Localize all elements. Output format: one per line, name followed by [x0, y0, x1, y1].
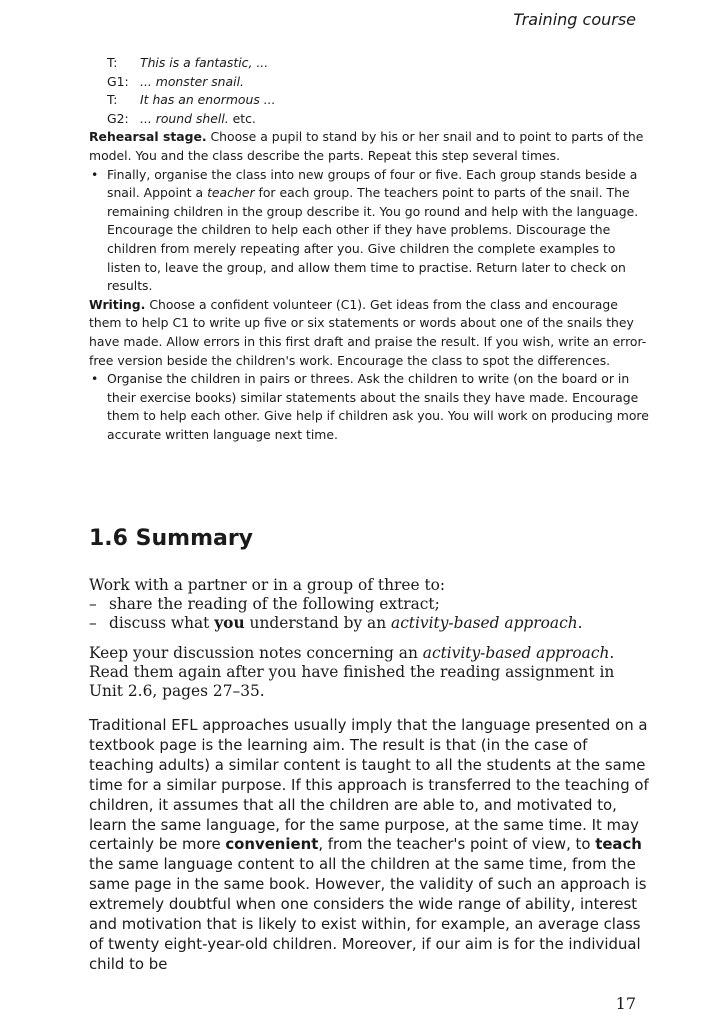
bullet-item [89, 166, 649, 296]
extract-text-part: Traditional EFL approaches usually imply that the language presented on a textbook page is the learning aim. The result is that (in the case of teaching adults) a similar content is taught to all the students at the same time for a similar purpose. If this approach is transferred to the teaching of children, it assumes that all the children are able to, and motivated to, learn the same language, for the same purpose, at the same time. It may certainly be more [89, 716, 649, 854]
dialogue-text: ... round shell. [140, 110, 229, 126]
dash-text-part: . [577, 614, 583, 632]
dash-emphasis: activity-based approach [391, 614, 578, 632]
bullet-emphasis: teacher [207, 185, 255, 201]
dialogue-speaker: T: [107, 92, 118, 108]
writing-text: Choose a confident volunteer (C1). Get ideas from the class and encourage them to help C1 to write up five or six statements or words about one of the snails they have made. Allow errors in this first draft and praise the result. If you wish, write an error-free version beside the children's work. Encourage the class to spot the differences. [89, 296, 647, 368]
extract-bold: teach [595, 835, 642, 854]
dialogue-text-wrap [140, 110, 256, 129]
dash-text: share the reading of the following extract; [109, 595, 440, 613]
bullet-text-part: for each group. The teachers point to parts of the snail. The remaining children in the group describe it. You go round and help with the language. Encourage the children to help each other if they have problems. Discourage the children from merely repeating after you. Give children the complete examples to listen to, leave the group, and allow them time to practise. Return later to check on results. [107, 185, 639, 294]
dialogue-text: It has an enormous ... [140, 92, 276, 108]
writing-paragraph [89, 296, 649, 370]
dialogue-speaker: T: [107, 55, 118, 70]
summary-block [89, 576, 649, 701]
summary-emphasis: activity-based approach [422, 644, 610, 662]
dash-text [109, 614, 583, 633]
dialogue-line [89, 91, 649, 110]
writing-label: Writing. [89, 296, 146, 312]
bullet-item [89, 370, 649, 444]
running-head: Training course [513, 10, 636, 29]
dash-text-part: discuss what [109, 614, 215, 632]
rehearsal-text: Choose a pupil to stand by his or her snail and to point to parts of the model. You and the class describe the parts. Repeat this step several times. [89, 129, 644, 163]
dash-bold: you [214, 614, 245, 632]
extract-bold: convenient [225, 835, 319, 854]
dash-icon: – [89, 595, 97, 613]
bullet-text [107, 166, 649, 296]
summary-text-part: . Read them again after you have finished the reading assignment in Unit 2.6, pages 27–35. [89, 644, 615, 700]
summary-intro: Work with a partner or in a group of three to: [89, 576, 446, 594]
dash-icon: – [89, 614, 97, 632]
dialogue-line [89, 73, 649, 92]
dash-item [89, 595, 649, 614]
dialogue-line [89, 110, 649, 129]
dash-text-part: understand by an [244, 614, 392, 632]
dialogue-speaker: G2: [107, 110, 129, 126]
section-heading: 1.6 Summary [89, 526, 254, 551]
extract-paragraph [89, 716, 649, 975]
bullet-text-part: Finally, organise the class into new groups of four or five. Each group stands beside a snail. Appoint a [107, 166, 638, 201]
rehearsal-paragraph [89, 128, 649, 165]
summary-text-part: Keep your discussion notes concerning an [89, 644, 423, 662]
page-number: 17 [615, 994, 636, 1013]
activity-steps [89, 54, 649, 444]
summary-paragraph [89, 644, 649, 701]
bullet-icon: • [91, 371, 99, 387]
dialogue-text: This is a fantastic, ... [140, 55, 269, 70]
dialogue-speaker: G1: [107, 73, 129, 89]
dash-item [89, 614, 649, 633]
dialogue-text: ... monster snail. [140, 73, 244, 89]
bullet-text: Organise the children in pairs or threes. Ask the children to write (on the board or in their exercise books) similar statements about the snails they have made. Encourage them to help each other. Give help if children ask you. You will work on producing more accurate written language next time. [107, 371, 649, 442]
rehearsal-label: Rehearsal stage. [89, 129, 207, 145]
dialogue-line [89, 54, 649, 73]
dialogue-tail: etc. [228, 110, 256, 126]
bullet-icon: • [91, 166, 99, 182]
extract-text-part: , from the teacher's point of view, to [318, 835, 596, 854]
extract-text-part: the same language content to all the children at the same time, from the same page in the same book. However, the validity of such an approach is extremely doubtful when one considers the wide range of ability, interest and motivation that is likely to exist within, for example, an average class of twenty eight-year-old children. Moreover, if our aim is for the individual child to be [89, 855, 647, 973]
